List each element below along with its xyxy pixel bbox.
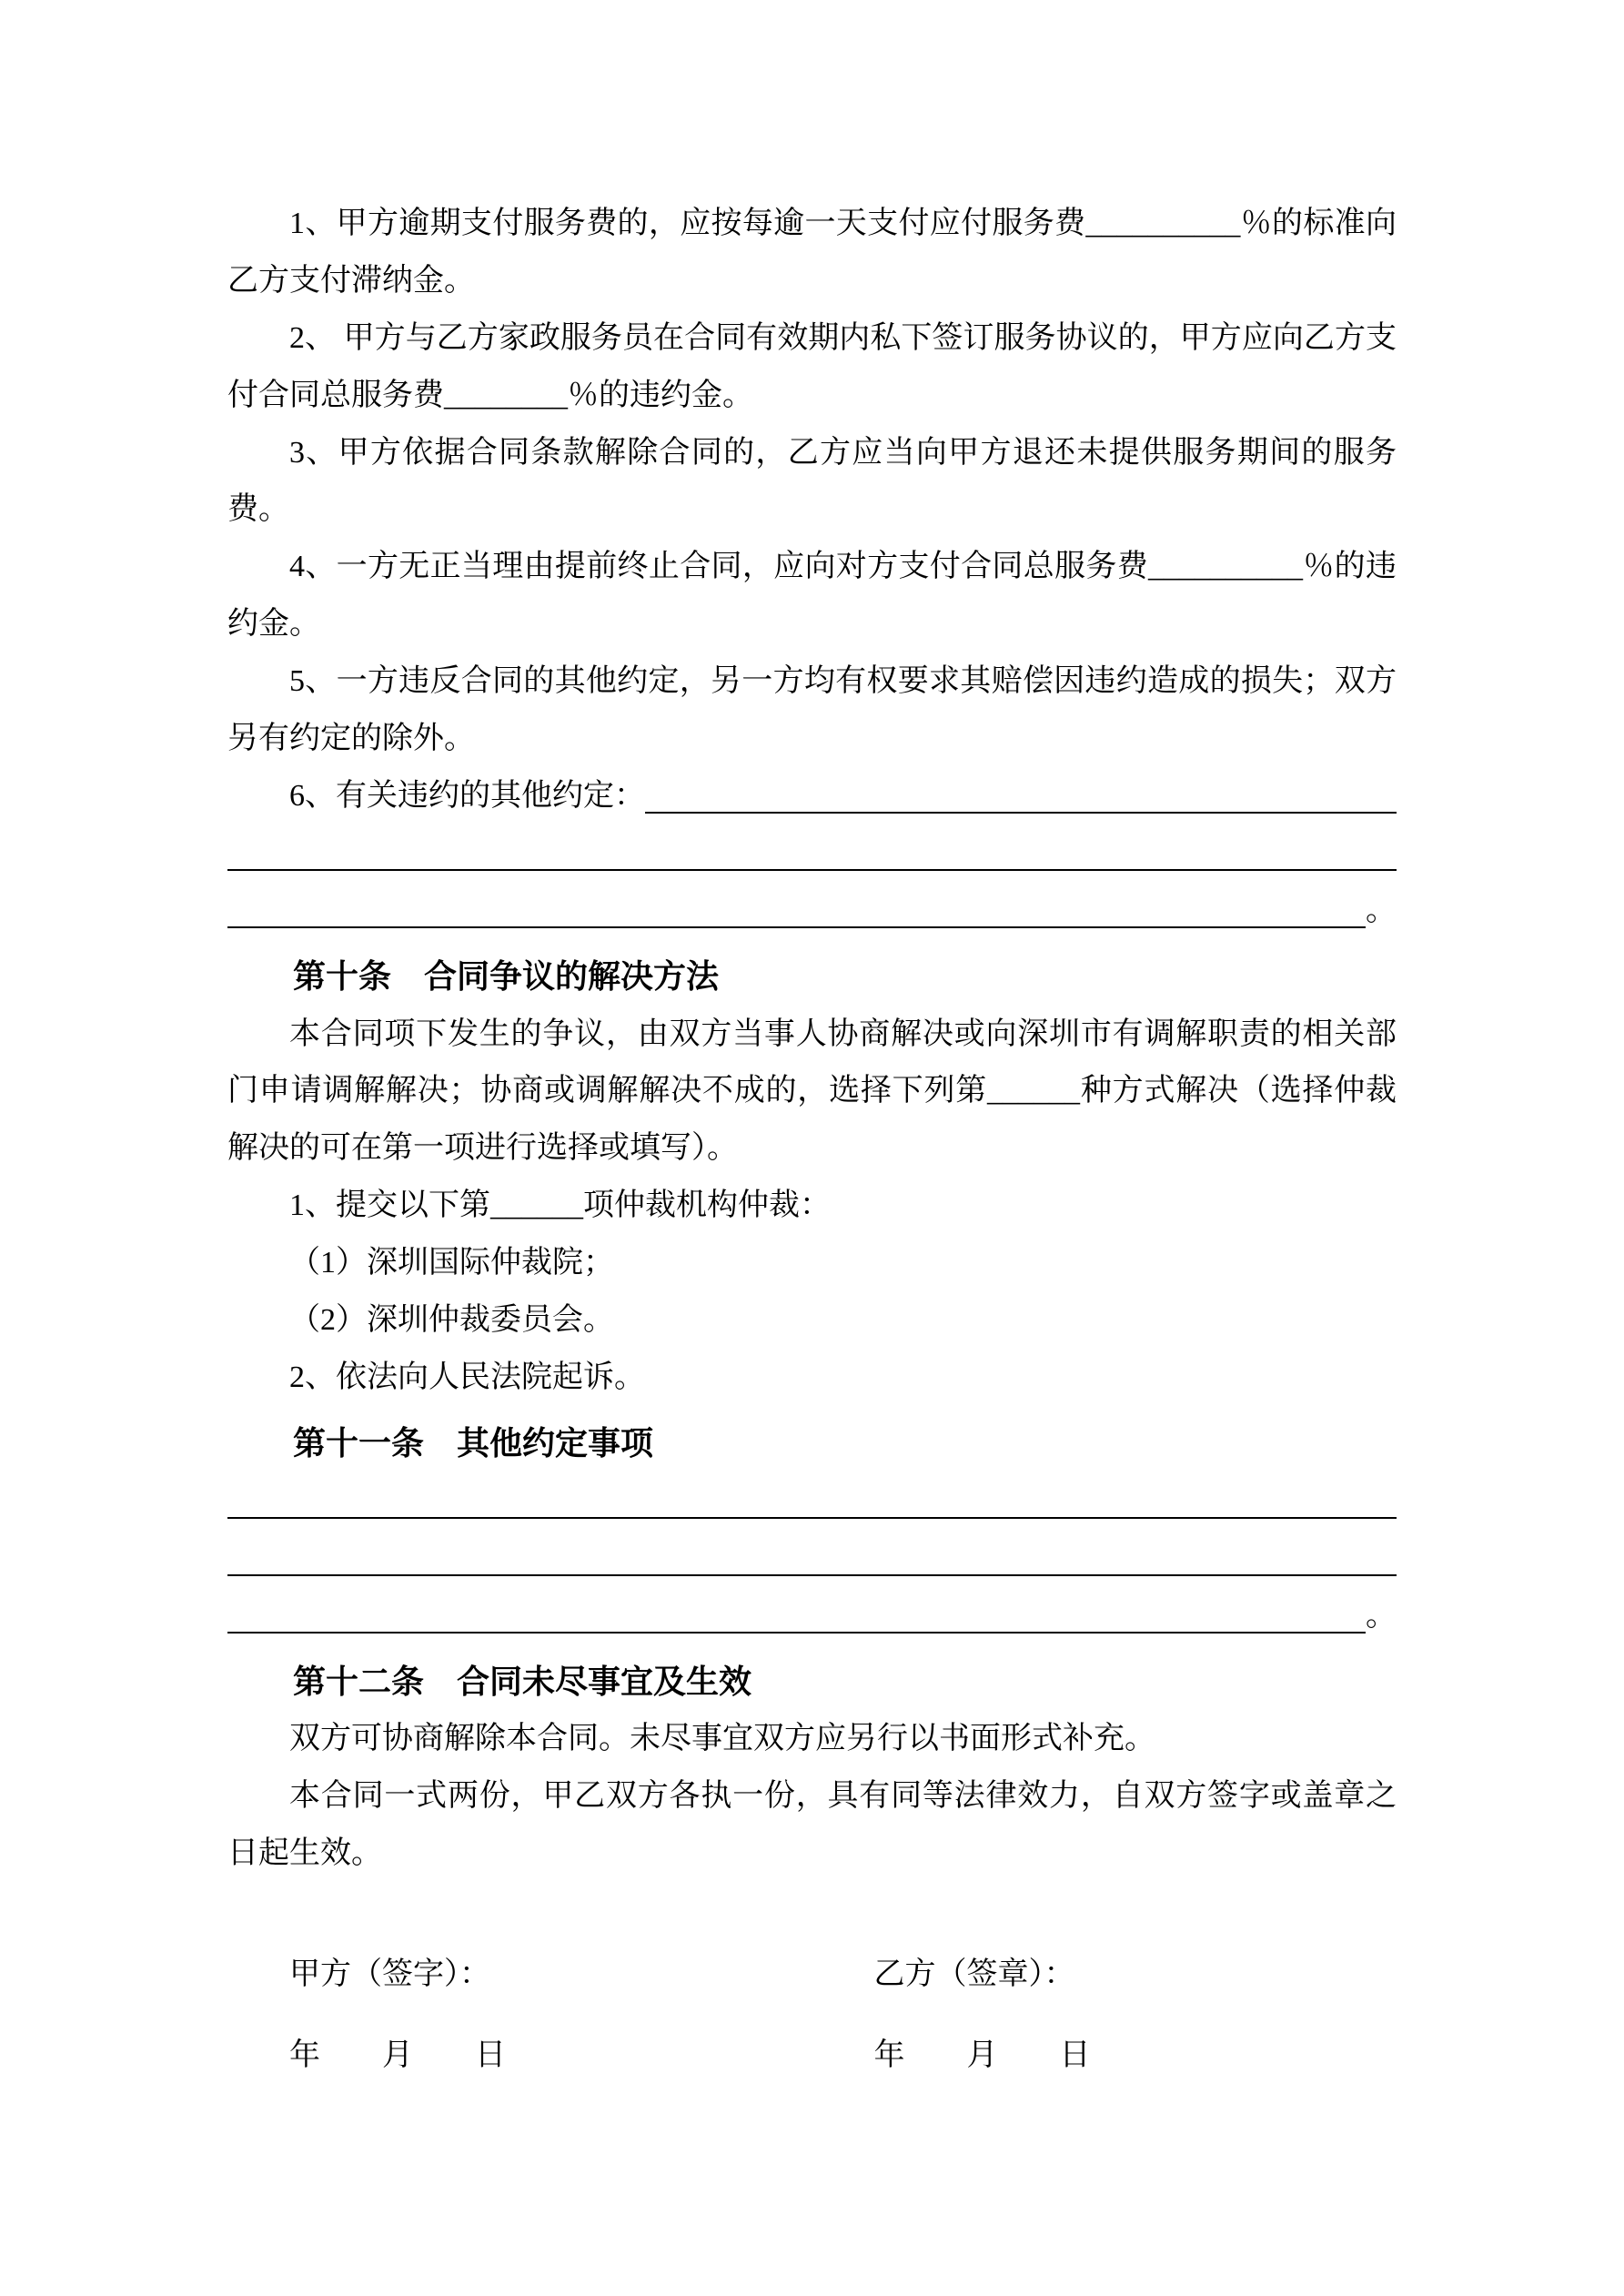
- section-10-item-2: 2、依法向人民法院起诉。: [289, 1360, 645, 1394]
- section-11-heading: 第十一条 其他约定事项: [293, 1424, 654, 1462]
- party-a-signature-label: 甲方（签字）：: [289, 1957, 490, 1992]
- blank-row: [227, 883, 1397, 940]
- section-10-heading: 第十条 合同争议的解决方法: [293, 957, 720, 995]
- breach-clause-1: 1、甲方逾期支付服务费的，应按每逾一天支付应付服务费__________％的标准向乙方支付滞纳金。: [227, 207, 1397, 298]
- section-10-item-1: 1、提交以下第______项仲裁机构仲裁：: [289, 1188, 831, 1223]
- breach-clause-6-label: 6、有关违约的其他约定：: [289, 778, 645, 813]
- blank-line: [645, 812, 1397, 814]
- blank-line-period: 。: [1366, 893, 1397, 927]
- blank-line: [227, 869, 1397, 871]
- blank-row: [227, 1531, 1397, 1588]
- section-12-heading: 第十二条 合同未尽事宜及生效: [293, 1663, 752, 1700]
- blank-line-period: 。: [1366, 1598, 1397, 1633]
- breach-clause-5: 5、一方违反合同的其他约定，另一方均有权要求其赔偿因违约造成的损失；双方另有约定的除外。: [227, 664, 1397, 756]
- breach-clause-2: 2、 甲方与乙方家政服务员在合同有效期内私下签订服务协议的，甲方应向乙方支付合同总服务费________％的违约金。: [227, 320, 1397, 412]
- section-10-item-1-sub-1: （1）深圳国际仲裁院；: [289, 1246, 614, 1280]
- party-a-signature-block: [227, 1947, 812, 2085]
- breach-clause-4: 4、一方无正当理由提前终止合同，应向对方支付合同总服务费__________％的违约金。: [227, 550, 1397, 642]
- section-12-para-2: 本合同一式两份，甲乙双方各执一份，具有同等法律效力，自双方签字或盖章之日起生效。: [227, 1779, 1397, 1871]
- blank-row: [227, 1473, 1397, 1531]
- blank-line: [227, 1517, 1397, 1519]
- blank-line: [227, 1632, 1366, 1633]
- party-a-date-line: 年 月 日: [289, 2038, 506, 2072]
- party-b-signature-label: 乙方（签章）：: [873, 1957, 1075, 1992]
- blank-row: [227, 1588, 1397, 1645]
- section-10-item-1-sub-2: （2）深圳仲裁委员会。: [289, 1303, 614, 1338]
- blank-row: [227, 825, 1397, 883]
- section-10-intro: 本合同项下发生的争议，由双方当事人协商解决或向深圳市有调解职责的相关部门申请调解解决；协商或调解解决不成的，选择下列第______种方式解决（选择仲裁解决的可在第一项进行选择或填写）。: [227, 1017, 1397, 1166]
- signature-section: [227, 1947, 1397, 2085]
- section-12-para-1: 双方可协商解除本合同。未尽事宜双方应另行以书面形式补充。: [289, 1722, 1155, 1756]
- party-b-signature-block: [812, 1947, 1397, 2085]
- breach-clause-6: [227, 768, 1397, 825]
- party-b-date-line: 年 月 日: [873, 2038, 1091, 2072]
- blank-line: [227, 1574, 1397, 1576]
- breach-clause-3: 3、甲方依据合同条款解除合同的，乙方应当向甲方退还未提供服务期间的服务费。: [227, 435, 1397, 527]
- blank-line: [227, 926, 1366, 928]
